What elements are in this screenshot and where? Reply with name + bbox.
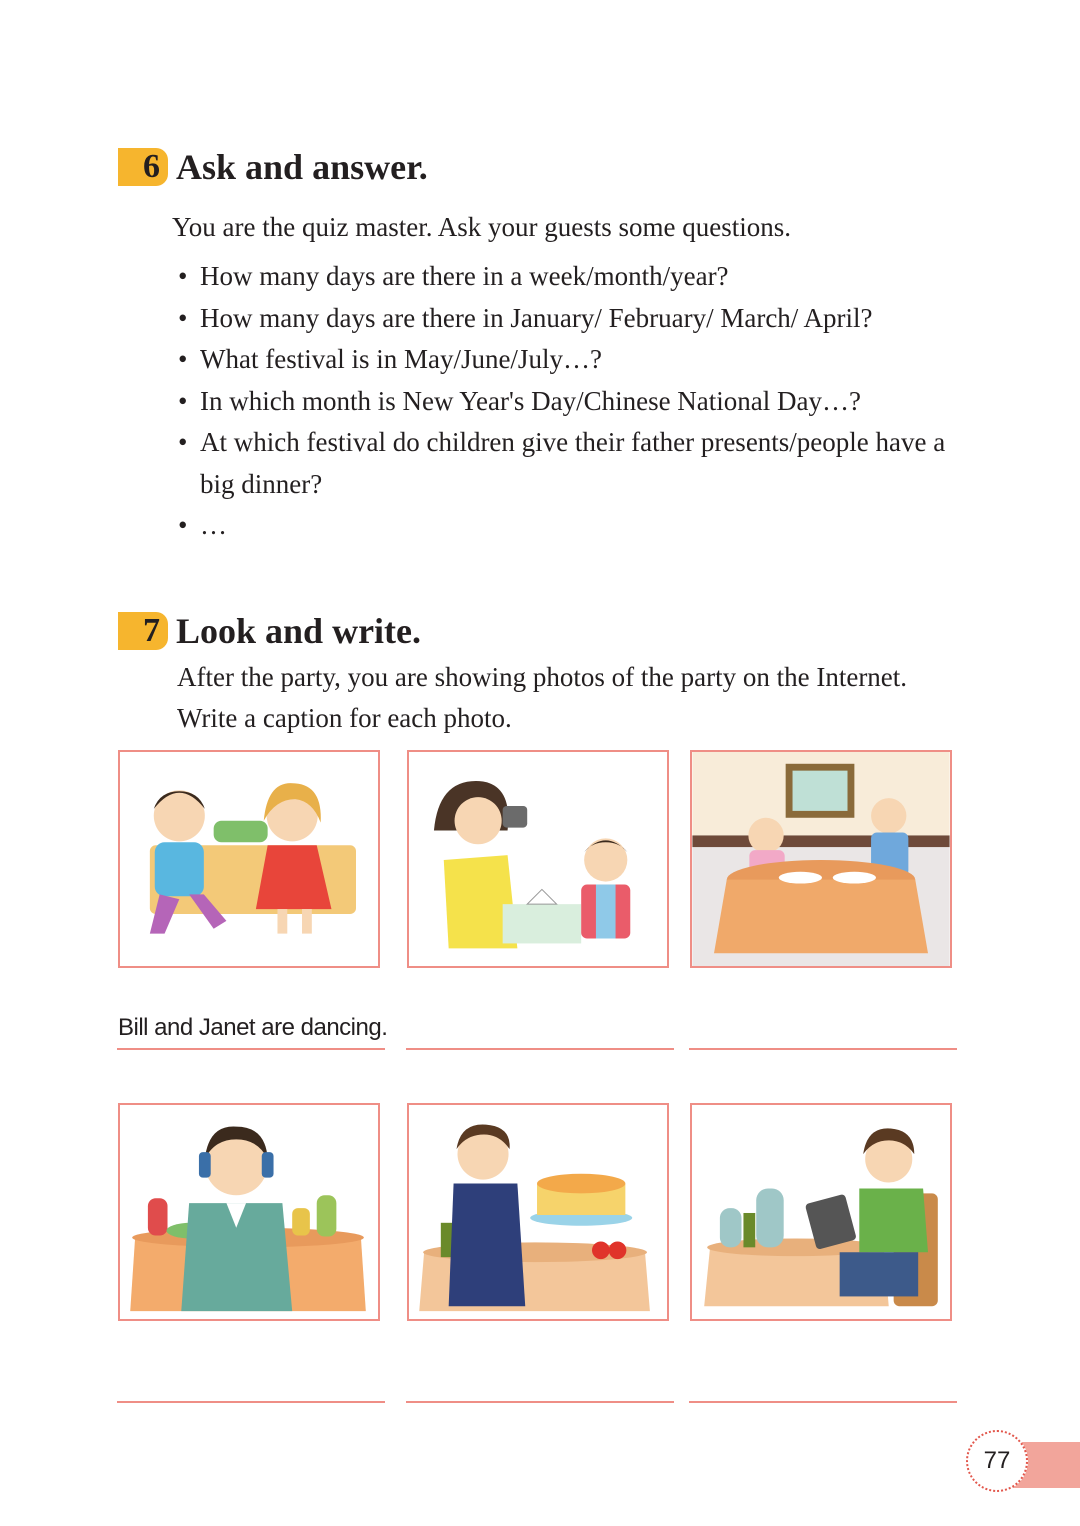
photo-tablet xyxy=(690,1103,952,1321)
list-item: • How many days are there in January/ February/ March/ April? xyxy=(178,302,873,333)
section-6-heading xyxy=(118,146,428,188)
caption-line-6[interactable] xyxy=(689,1401,957,1403)
photo-dancing-children xyxy=(118,750,380,968)
eating-dinner-illustration xyxy=(692,752,950,966)
example-caption: Bill and Janet are dancing. xyxy=(118,1014,388,1041)
photo-eating-dinner xyxy=(690,750,952,968)
caption-line-3[interactable] xyxy=(689,1048,957,1050)
photo-taking-picture xyxy=(407,750,669,968)
cake-illustration xyxy=(409,1105,667,1319)
section-number-badge: 6 xyxy=(118,148,168,186)
section-title: Ask and answer. xyxy=(176,147,428,187)
caption-line-4[interactable] xyxy=(117,1401,385,1403)
section-6-intro: You are the quiz master. Ask your guests some questions. xyxy=(172,212,791,242)
section-7-instruction-line-1: After the party, you are showing photos of the party on the Internet. xyxy=(177,662,908,692)
question-list xyxy=(178,256,958,547)
section-number-badge: 7 xyxy=(118,612,168,650)
caption-line-2[interactable] xyxy=(406,1048,674,1050)
section-title: Look and write. xyxy=(176,611,422,651)
listening-music-illustration xyxy=(120,1105,378,1319)
list-item: • In which month is New Year's Day/Chinese National Day…? xyxy=(178,385,861,416)
caption-line-1[interactable] xyxy=(117,1048,385,1050)
list-item: • … xyxy=(178,510,227,540)
page-number: 77 xyxy=(966,1430,1028,1492)
tablet-illustration xyxy=(692,1105,950,1319)
photo-listening-music xyxy=(118,1103,380,1321)
photo-cake xyxy=(407,1103,669,1321)
dancing-children-illustration xyxy=(120,752,378,966)
list-item: • How many days are there in a week/month/year? xyxy=(178,261,729,291)
list-item: • At which festival do children give their father presents/people have a big dinner? xyxy=(178,427,946,499)
taking-picture-illustration xyxy=(409,752,667,966)
caption-line-5[interactable] xyxy=(406,1401,674,1403)
section-7-heading xyxy=(118,610,421,652)
list-item: • What festival is in May/June/July…? xyxy=(178,344,602,374)
section-7-instruction-line-2: Write a caption for each photo. xyxy=(177,703,512,733)
